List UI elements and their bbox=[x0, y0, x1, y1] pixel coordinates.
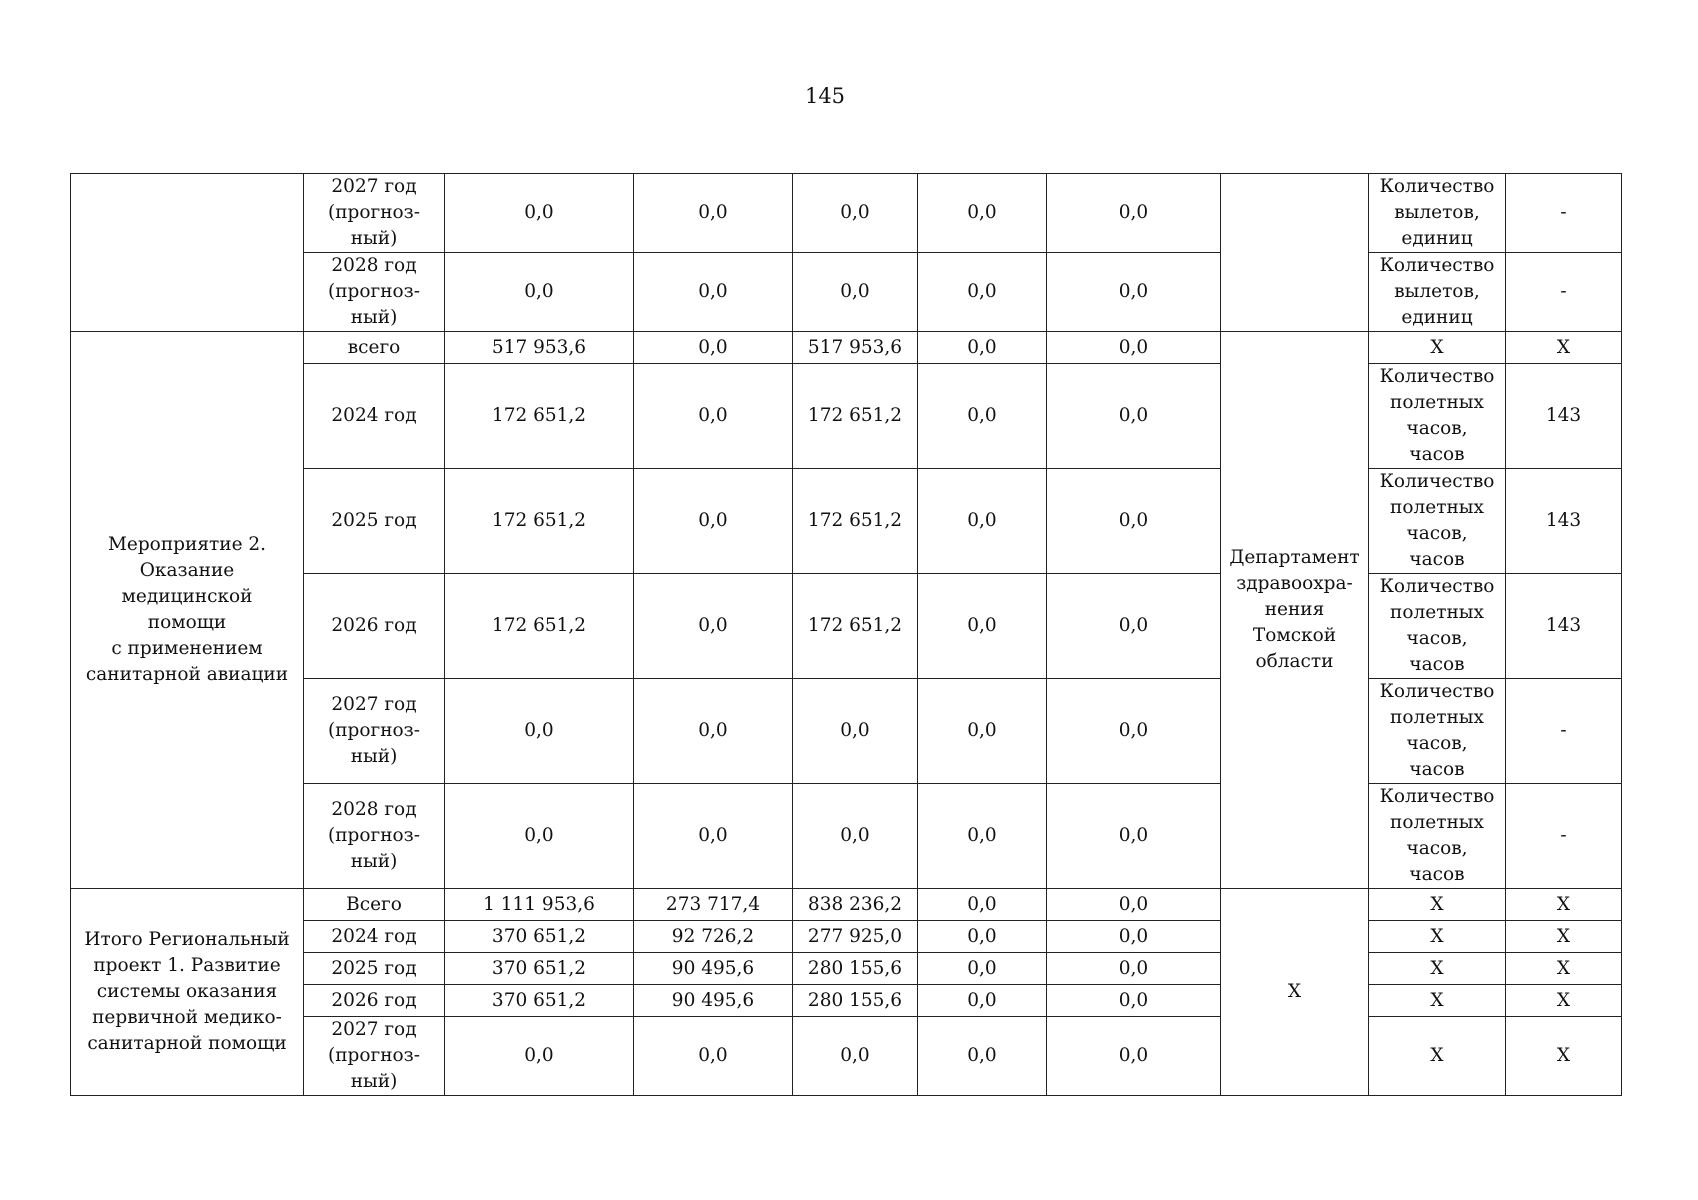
indicator-cell: X bbox=[1369, 921, 1506, 953]
budget-table bbox=[70, 173, 1622, 1096]
value-cell: 0,0 bbox=[634, 1017, 793, 1096]
value-cell: 0,0 bbox=[634, 364, 793, 469]
indicator-value-cell: X bbox=[1506, 985, 1622, 1017]
indicator-cell: Количество полетных часов, часов bbox=[1369, 679, 1506, 784]
table-row bbox=[71, 889, 1622, 921]
indicator-cell: X bbox=[1369, 1017, 1506, 1096]
value-cell: 370 651,2 bbox=[445, 921, 634, 953]
indicator-value-cell: X bbox=[1506, 953, 1622, 985]
period-cell: 2027 год (прогноз- ный) bbox=[304, 1017, 445, 1096]
value-cell: 0,0 bbox=[445, 1017, 634, 1096]
indicator-cell: Количество полетных часов, часов bbox=[1369, 469, 1506, 574]
indicator-cell: Количество полетных часов, часов bbox=[1369, 364, 1506, 469]
value-cell: 0,0 bbox=[793, 784, 918, 889]
period-cell: 2026 год bbox=[304, 985, 445, 1017]
period-cell: 2025 год bbox=[304, 469, 445, 574]
indicator-value-cell: 143 bbox=[1506, 574, 1622, 679]
indicator-cell: Количество полетных часов, часов bbox=[1369, 784, 1506, 889]
period-cell: 2024 год bbox=[304, 364, 445, 469]
indicator-value-cell: - bbox=[1506, 679, 1622, 784]
value-cell: 0,0 bbox=[1047, 364, 1221, 469]
value-cell: 0,0 bbox=[918, 253, 1047, 332]
indicator-value-cell: X bbox=[1506, 921, 1622, 953]
period-cell: всего bbox=[304, 332, 445, 364]
period-cell: 2028 год (прогноз- ный) bbox=[304, 253, 445, 332]
table-row bbox=[71, 921, 1622, 953]
value-cell: 172 651,2 bbox=[793, 574, 918, 679]
value-cell: 0,0 bbox=[918, 1017, 1047, 1096]
value-cell: 0,0 bbox=[918, 574, 1047, 679]
value-cell: 172 651,2 bbox=[445, 469, 634, 574]
value-cell: 0,0 bbox=[918, 953, 1047, 985]
value-cell: 0,0 bbox=[1047, 1017, 1221, 1096]
value-cell: 0,0 bbox=[918, 469, 1047, 574]
value-cell: 0,0 bbox=[1047, 174, 1221, 253]
value-cell: 280 155,6 bbox=[793, 953, 918, 985]
table-row bbox=[71, 1017, 1622, 1096]
indicator-value-cell: X bbox=[1506, 889, 1622, 921]
value-cell: 517 953,6 bbox=[445, 332, 634, 364]
value-cell: 370 651,2 bbox=[445, 985, 634, 1017]
indicator-cell: X bbox=[1369, 889, 1506, 921]
value-cell: 0,0 bbox=[918, 889, 1047, 921]
value-cell: 0,0 bbox=[1047, 921, 1221, 953]
indicator-cell: Количество полетных часов, часов bbox=[1369, 574, 1506, 679]
value-cell: 0,0 bbox=[1047, 679, 1221, 784]
value-cell: 0,0 bbox=[793, 253, 918, 332]
value-cell: 0,0 bbox=[634, 332, 793, 364]
value-cell: 0,0 bbox=[1047, 889, 1221, 921]
value-cell: 0,0 bbox=[634, 174, 793, 253]
value-cell: 0,0 bbox=[634, 469, 793, 574]
executor-cell: Департамент здравоохра- нения Томской области bbox=[1221, 332, 1369, 889]
period-cell: 2024 год bbox=[304, 921, 445, 953]
event-name-cell: Мероприятие 2. Оказание медицинской помощи с применением санитарной авиации bbox=[71, 332, 304, 889]
table-row bbox=[71, 174, 1622, 253]
value-cell: 838 236,2 bbox=[793, 889, 918, 921]
value-cell: 172 651,2 bbox=[445, 574, 634, 679]
indicator-value-cell: - bbox=[1506, 174, 1622, 253]
table-row bbox=[71, 364, 1622, 469]
value-cell: 92 726,2 bbox=[634, 921, 793, 953]
table-row bbox=[71, 953, 1622, 985]
table-row bbox=[71, 574, 1622, 679]
value-cell: 0,0 bbox=[793, 679, 918, 784]
value-cell: 172 651,2 bbox=[793, 469, 918, 574]
period-cell: Всего bbox=[304, 889, 445, 921]
value-cell: 370 651,2 bbox=[445, 953, 634, 985]
page-number: 145 bbox=[804, 84, 846, 108]
value-cell: 0,0 bbox=[918, 921, 1047, 953]
executor-cell bbox=[1221, 174, 1369, 332]
value-cell: 0,0 bbox=[918, 174, 1047, 253]
indicator-cell: X bbox=[1369, 332, 1506, 364]
value-cell: 0,0 bbox=[793, 174, 918, 253]
value-cell: 1 111 953,6 bbox=[445, 889, 634, 921]
period-cell: 2026 год bbox=[304, 574, 445, 679]
indicator-value-cell: - bbox=[1506, 253, 1622, 332]
value-cell: 277 925,0 bbox=[793, 921, 918, 953]
value-cell: 0,0 bbox=[445, 784, 634, 889]
value-cell: 0,0 bbox=[918, 679, 1047, 784]
value-cell: 0,0 bbox=[1047, 953, 1221, 985]
value-cell: 172 651,2 bbox=[793, 364, 918, 469]
table-row bbox=[71, 985, 1622, 1017]
value-cell: 0,0 bbox=[1047, 253, 1221, 332]
table-row bbox=[71, 253, 1622, 332]
value-cell: 0,0 bbox=[1047, 574, 1221, 679]
value-cell: 0,0 bbox=[634, 253, 793, 332]
value-cell: 0,0 bbox=[918, 364, 1047, 469]
value-cell: 0,0 bbox=[1047, 985, 1221, 1017]
value-cell: 0,0 bbox=[634, 784, 793, 889]
table-row bbox=[71, 679, 1622, 784]
value-cell: 172 651,2 bbox=[445, 364, 634, 469]
indicator-value-cell: - bbox=[1506, 784, 1622, 889]
value-cell: 90 495,6 bbox=[634, 953, 793, 985]
value-cell: 90 495,6 bbox=[634, 985, 793, 1017]
value-cell: 0,0 bbox=[1047, 784, 1221, 889]
event-name-cell bbox=[71, 174, 304, 332]
value-cell: 0,0 bbox=[634, 679, 793, 784]
period-cell: 2025 год bbox=[304, 953, 445, 985]
indicator-cell: X bbox=[1369, 953, 1506, 985]
executor-cell: X bbox=[1221, 889, 1369, 1096]
event-name-cell: Итого Региональный проект 1. Развитие системы оказания первичной медико- санитарной помощи bbox=[71, 889, 304, 1096]
indicator-cell: X bbox=[1369, 985, 1506, 1017]
value-cell: 0,0 bbox=[793, 1017, 918, 1096]
period-cell: 2028 год (прогноз- ный) bbox=[304, 784, 445, 889]
table-row bbox=[71, 784, 1622, 889]
period-cell: 2027 год (прогноз- ный) bbox=[304, 174, 445, 253]
table-row bbox=[71, 332, 1622, 364]
indicator-value-cell: X bbox=[1506, 1017, 1622, 1096]
value-cell: 0,0 bbox=[918, 784, 1047, 889]
value-cell: 0,0 bbox=[634, 574, 793, 679]
table-row bbox=[71, 469, 1622, 574]
value-cell: 280 155,6 bbox=[793, 985, 918, 1017]
indicator-cell: Количество вылетов, единиц bbox=[1369, 174, 1506, 253]
value-cell: 273 717,4 bbox=[634, 889, 793, 921]
value-cell: 0,0 bbox=[918, 332, 1047, 364]
indicator-value-cell: 143 bbox=[1506, 469, 1622, 574]
value-cell: 0,0 bbox=[445, 253, 634, 332]
value-cell: 0,0 bbox=[1047, 332, 1221, 364]
value-cell: 0,0 bbox=[918, 985, 1047, 1017]
indicator-value-cell: X bbox=[1506, 332, 1622, 364]
indicator-cell: Количество вылетов, единиц bbox=[1369, 253, 1506, 332]
indicator-value-cell: 143 bbox=[1506, 364, 1622, 469]
value-cell: 0,0 bbox=[445, 174, 634, 253]
value-cell: 0,0 bbox=[1047, 469, 1221, 574]
value-cell: 0,0 bbox=[445, 679, 634, 784]
period-cell: 2027 год (прогноз- ный) bbox=[304, 679, 445, 784]
value-cell: 517 953,6 bbox=[793, 332, 918, 364]
